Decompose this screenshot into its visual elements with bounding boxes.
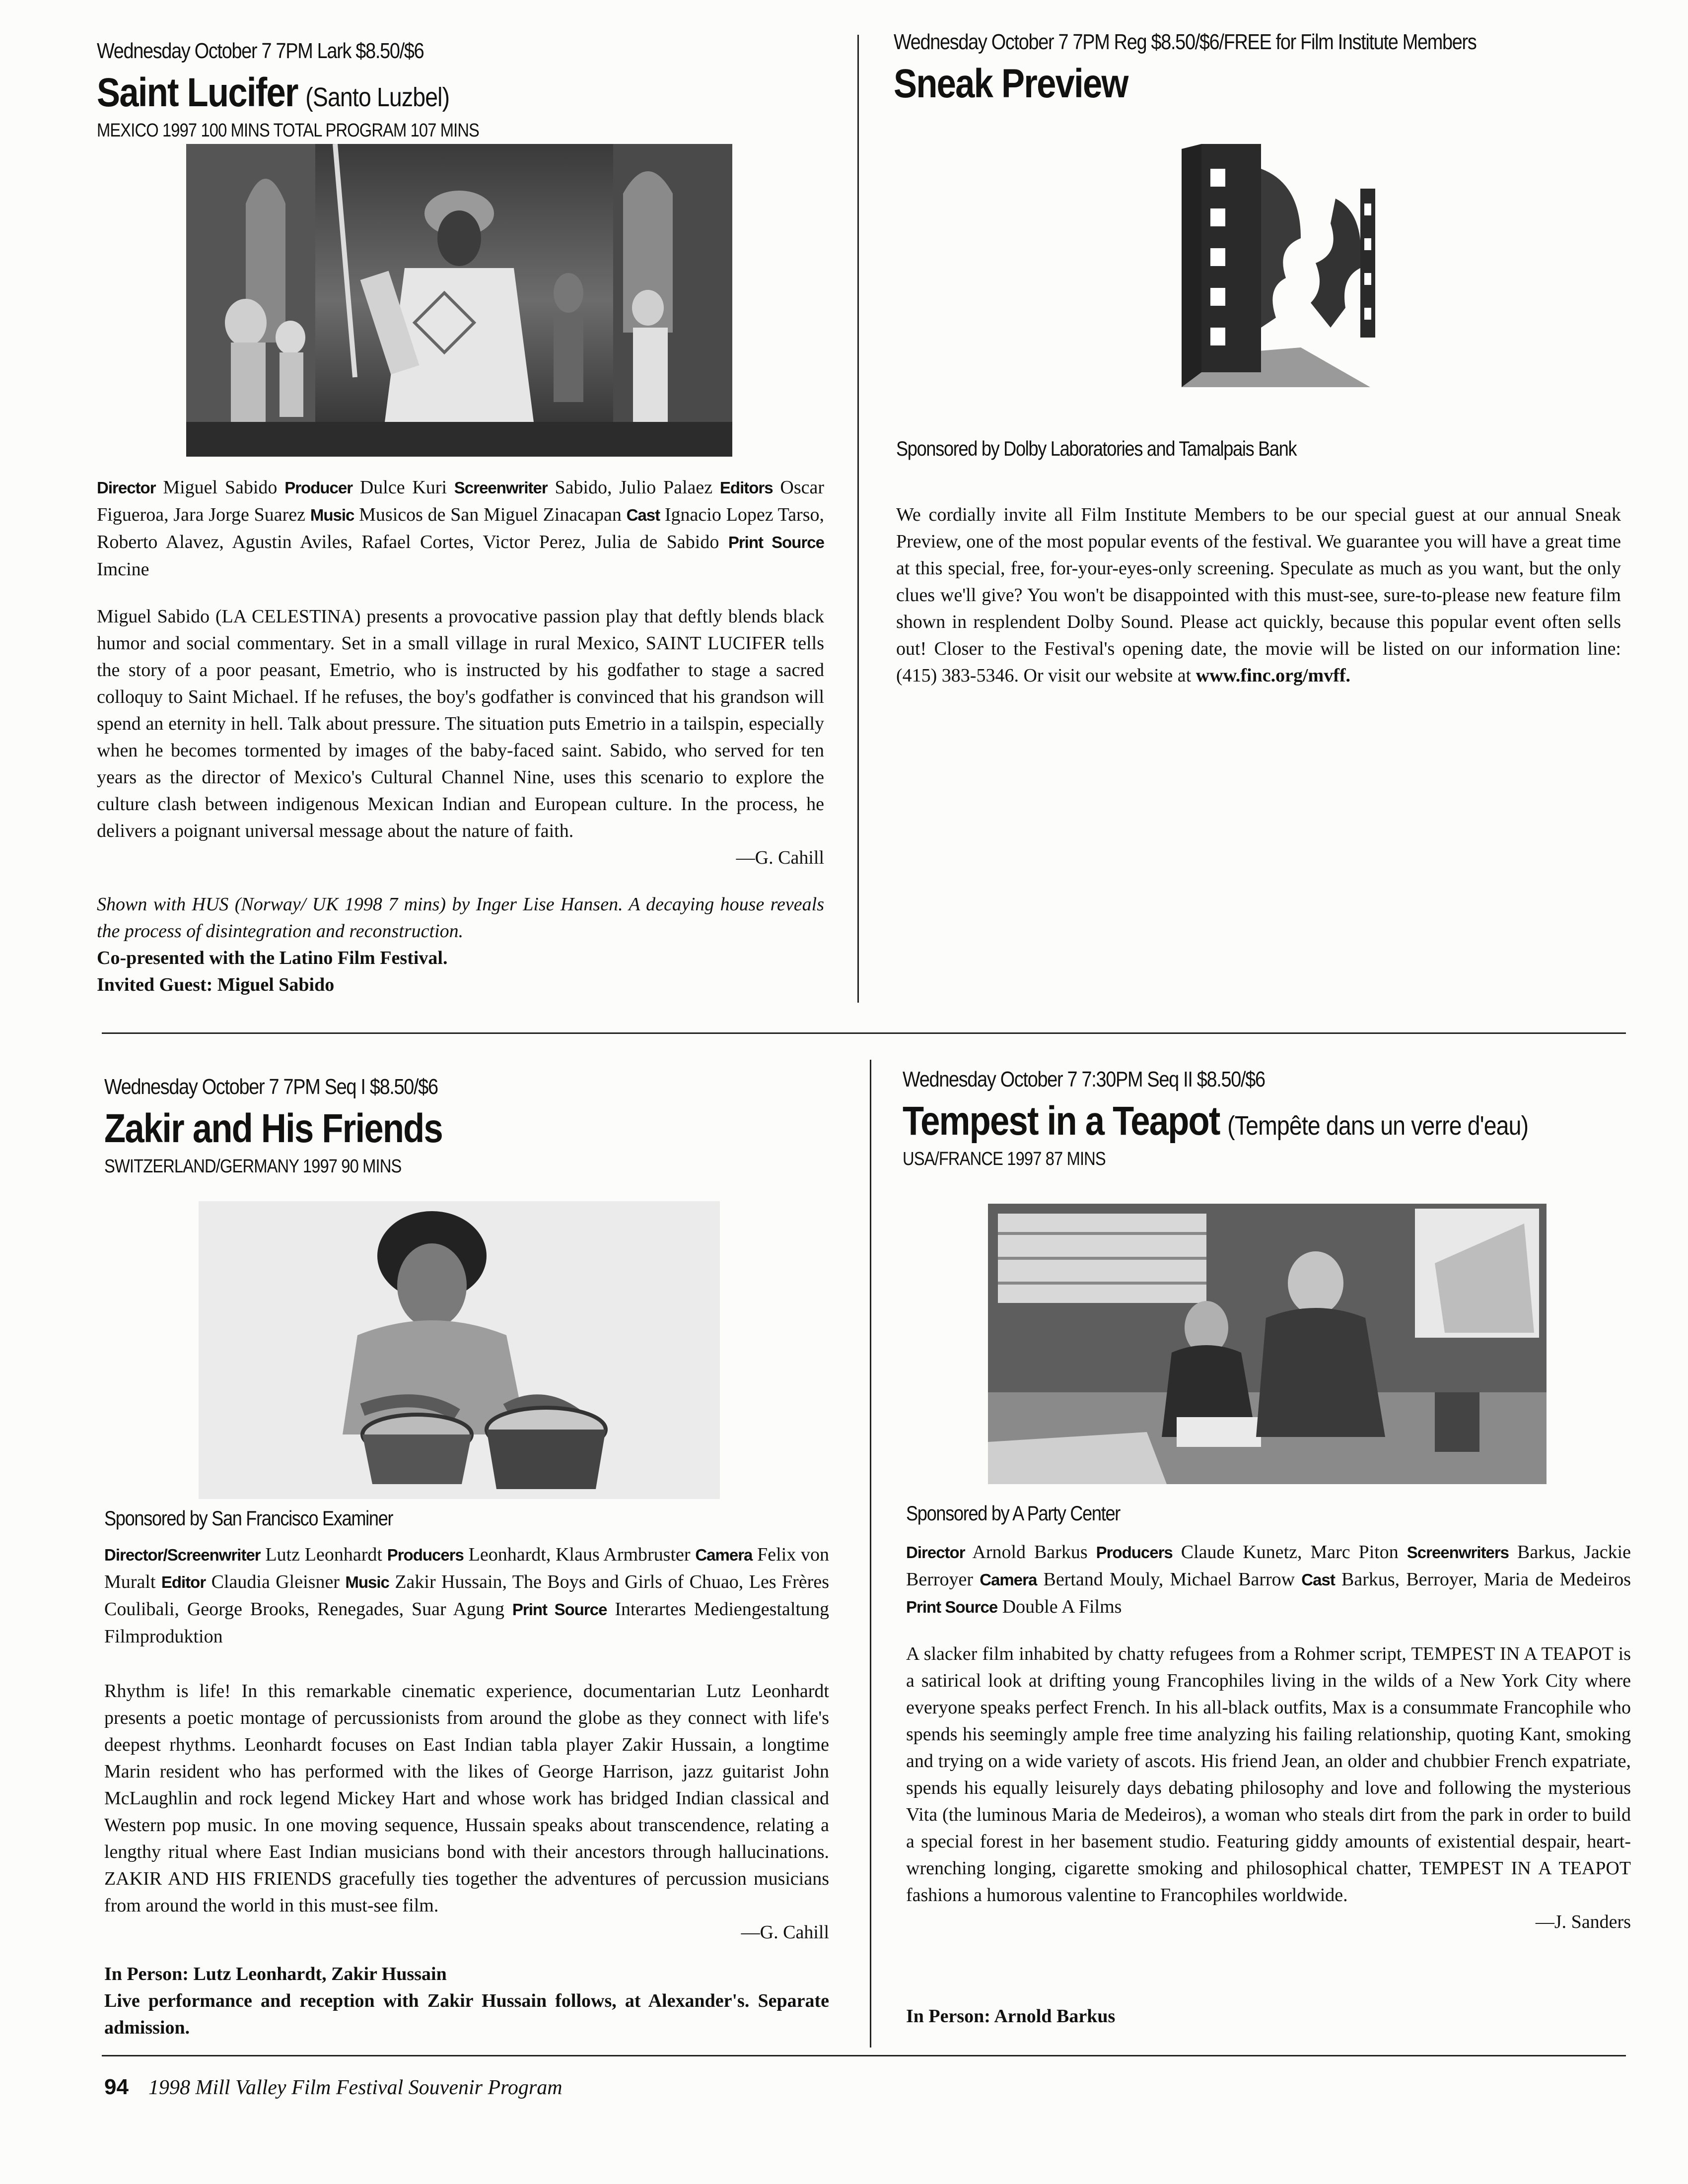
film-title-row (104, 1105, 728, 1152)
film-title: Tempest in a Teapot (903, 1098, 1220, 1144)
credit-role: Producers (1096, 1543, 1173, 1562)
film-title-row (903, 1098, 1543, 1145)
synopsis-tempest (906, 1640, 1631, 1935)
in-person-note: In Person: Arnold Barkus (906, 2006, 1116, 2027)
photo-graphic (186, 144, 732, 457)
credit-role: Cast (1301, 1570, 1335, 1589)
program-notes-tempest (906, 2003, 1631, 2030)
photo-graphic (988, 1204, 1547, 1484)
film-title-row (894, 61, 1534, 107)
sponsor-sneak-preview: Sponsored by Dolby Laboratories and Tamalpais Bank (896, 437, 1297, 460)
sponsor-tempest: Sponsored by A Party Center (906, 1502, 1120, 1525)
film-tempest (903, 1067, 1647, 1170)
screening-info: Wednesday October 7 7PM Seq I $8.50/$6 (104, 1075, 438, 1099)
column-divider-bottom (870, 1060, 871, 2048)
credit-value: Barkus, Jackie Berroyer (906, 1542, 1631, 1590)
publication-title: 1998 Mill Valley Film Festival Souvenir Program (148, 2076, 563, 2099)
website-link: www.finc.org/mvff. (1196, 665, 1351, 686)
page-number: 94 (104, 2075, 129, 2099)
credits-saint-lucifer (97, 474, 824, 583)
synopsis-sneak-preview (896, 501, 1621, 689)
credit-value: Felix von Muralt (104, 1544, 830, 1592)
photo-graphic (199, 1201, 720, 1499)
screening-info: Wednesday October 7 7PM Reg $8.50/$6/FREE for Film Institute Members (894, 30, 1477, 54)
credit-role: Screenwriters (1407, 1543, 1509, 1562)
film-reel-logo (1152, 139, 1385, 397)
program-notes-saint-lucifer (97, 891, 824, 998)
footer-rule (102, 2055, 1626, 2056)
credits-tempest (906, 1539, 1631, 1621)
credit-role: Producers (387, 1546, 464, 1564)
film-title-row (97, 69, 724, 116)
reviewer-signature: —G. Cahill (741, 1922, 829, 1943)
credit-value: Leonhardt, Klaus Armbruster (463, 1544, 696, 1565)
film-sneak-preview (894, 30, 1638, 107)
invited-guest: Invited Guest: Miguel Sabido (97, 974, 335, 995)
page-footer (104, 2075, 563, 2100)
row-divider (102, 1032, 1626, 1034)
in-person-note: In Person: Lutz Leonhardt, Zakir Hussain (104, 1964, 447, 1984)
credit-value: Sabido, Julio Palaez (547, 477, 720, 498)
film-alt-title: (Santo Luzbel) (305, 82, 450, 112)
zakir-photo (199, 1201, 720, 1499)
synopsis-saint-lucifer (97, 603, 824, 871)
column-divider-top (857, 35, 859, 1003)
film-country-info: SWITZERLAND/GERMANY 1997 90 MINS (104, 1156, 402, 1177)
synopsis-text: We cordially invite all Film Institute Members to be our special guest at our annual Sneak Preview, one of the most popular events of the festival. We guarantee you will have a great time at this special, free, for-your-eyes-only screening. Speculate as much as you want, but the only clues we'll give? You won't be disappointed with this must-see, sure-to-please new feature film shown in resplendent Dolby Sound. Please act quickly, because this popular event often sells out! Closer to the Festival's opening date, the movie will be listed on our information line: (415) 383-5346. Or visit our website at (896, 504, 1621, 686)
credit-role: Camera (695, 1546, 753, 1564)
film-country-info: MEXICO 1997 100 MINS TOTAL PROGRAM 107 MINS (97, 120, 480, 141)
credit-role: Director (97, 478, 156, 497)
program-notes-zakir (104, 1961, 829, 2041)
reviewer-signature: —G. Cahill (736, 847, 824, 868)
live-performance-note: Live performance and reception with Zakir Hussain follows, at Alexander's. Separate admission. (104, 1990, 829, 2038)
credit-role: Print Source (512, 1600, 607, 1619)
credits-zakir (104, 1541, 829, 1650)
credit-role: Camera (980, 1570, 1037, 1589)
screening-info: Wednesday October 7 7:30PM Seq II $8.50/$6 (903, 1067, 1265, 1092)
sponsor-zakir: Sponsored by San Francisco Examiner (104, 1506, 393, 1530)
credit-role: Music (310, 506, 354, 524)
saint-lucifer-photo (186, 144, 732, 457)
credit-value: Bertand Mouly, Michael Barrow (1037, 1569, 1302, 1590)
credit-value: Claude Kunetz, Marc Piton (1172, 1542, 1407, 1563)
credit-role: Producer (284, 478, 353, 497)
credit-value: Imcine (97, 559, 149, 580)
film-alt-title: (Tempête dans un verre d'eau) (1227, 1111, 1529, 1141)
shown-with-note: Shown with HUS (Norway/ UK 1998 7 mins) by Inger Lise Hansen. A decaying house reveals the process of disintegration and reconstruction. (97, 894, 824, 942)
credit-role: Editor (161, 1573, 206, 1591)
synopsis-zakir (104, 1678, 829, 1946)
screening-info: Wednesday October 7 7PM Lark $8.50/$6 (97, 39, 424, 63)
credit-value: Barkus, Berroyer, Maria de Medeiros (1335, 1569, 1631, 1590)
tempest-photo (988, 1204, 1547, 1484)
credit-value: Lutz Leonhardt (260, 1544, 387, 1565)
credit-role: Music (345, 1573, 389, 1591)
film-title: Sneak Preview (894, 61, 1128, 106)
credit-role: Director (906, 1543, 965, 1562)
film-saint-lucifer (97, 39, 827, 141)
credit-value: Oscar Figueroa, Jara Jorge Suarez (97, 477, 824, 525)
credit-value: Miguel Sabido (155, 477, 285, 498)
credit-value: Double A Films (997, 1596, 1122, 1617)
film-strip-graphic (1152, 139, 1385, 397)
synopsis-text: Miguel Sabido (LA CELESTINA) presents a provocative passion play that deftly blends black humor and social commentary. Set in a small village in rural Mexico, SAINT LUCIFER tells the story of a poor peasant, Emetrio, who is instructed by his godfather to stage a sacred colloquy to Saint Michael. If he refuses, the boy's godfather is convinced that his grandson will spend an eternity in hell. Talk about pressure. The situation puts Emetrio in a tailspin, especially when he becomes tormented by images of the baby-faced saint. Sabido, who served for ten years as the director of Mexico's Cultural Channel Nine, uses this scenario to explore the culture clash between indigenous Mexican Indian and European culture. In the process, he delivers a poignant universal message about the nature of faith. (97, 606, 824, 841)
copresented-note: Co-presented with the Latino Film Festival. (97, 948, 448, 968)
credit-value: Interartes Mediengestaltung Filmproduktion (104, 1599, 829, 1647)
credit-value: Claudia Gleisner (206, 1571, 346, 1592)
credit-value: Ignacio Lopez Tarso, Roberto Alavez, Agustin Aviles, Rafael Cortes, Victor Perez, Julia de Sabido (97, 504, 824, 552)
film-zakir (104, 1075, 829, 1177)
credit-value: Dulce Kuri (352, 477, 454, 498)
credit-value: Arnold Barkus (965, 1542, 1096, 1563)
credit-role: Print Source (906, 1598, 998, 1616)
credit-role: Editors (719, 478, 773, 497)
reviewer-signature: —J. Sanders (1535, 1911, 1631, 1932)
film-title: Saint Lucifer (97, 70, 298, 115)
credit-role: Print Source (728, 533, 825, 551)
synopsis-text: A slacker film inhabited by chatty refugees from a Rohmer script, TEMPEST IN A TEAPOT is a satirical look at drifting young Francophiles living in the wilds of a New York City where everyone speaks perfect French. In his all-black outfits, Max is a consummate Francophile who spends his seemingly ample free time analyzing his failing relationship, quoting Kant, smoking and trying on a wide variety of ascots. His friend Jean, an older and chubbier French expatriate, spends his equally leisurely days debating philosophy and love and following the mysterious Vita (the luminous Maria de Medeiros), a woman who steals dirt from the park in order to build a special forest in her basement studio. Featuring giddy amounts of existential despair, heart-wrenching longing, cigarette smoking and philosophical chatter, TEMPEST IN A TEAPOT fashions a humorous valentine to Francophiles worldwide. (906, 1643, 1631, 1906)
credit-value: Zakir Hussain, The Boys and Girls of Chuao, Les Frères Coulibali, George Brooks, Renegades, Suar Agung (104, 1571, 829, 1620)
credit-role: Cast (626, 506, 660, 524)
credit-role: Director/Screenwriter (104, 1546, 261, 1564)
synopsis-text: Rhythm is life! In this remarkable cinematic experience, documentarian Lutz Leonhardt presents a poetic montage of percussionists from around the globe as they connect with life's deepest rhythms. Leonhardt focuses on East Indian tabla player Zakir Hussain, a longtime Marin resident who has performed with the likes of George Harrison, jazz guitarist John McLaughlin and rock legend Mickey Hart and whose work has bridged Indian classical and Western pop music. In one moving sequence, Hussain speaks about transcendence, relating a lengthy ritual where East Indian musicians bond with their ancestors through hallucinations. ZAKIR AND HIS FRIENDS gracefully ties together the adventures of percussion musicians from around the world in this must-see film. (104, 1681, 829, 1916)
credit-role: Screenwriter (454, 478, 548, 497)
credit-value: Musicos de San Miguel Zinacapan (354, 504, 627, 525)
film-country-info: USA/FRANCE 1997 87 MINS (903, 1149, 1106, 1169)
film-title: Zakir and His Friends (104, 1106, 443, 1151)
